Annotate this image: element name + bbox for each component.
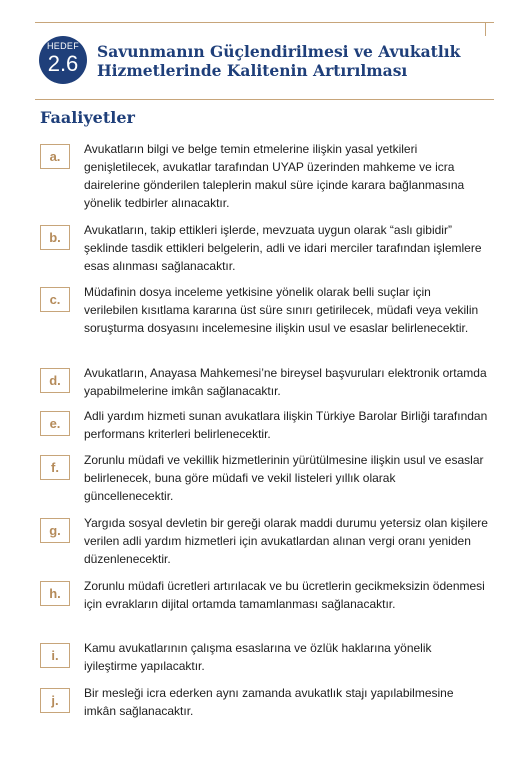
item-text: Zorunlu müdafi ücretleri artırılacak ve bu ücretlerin gecikmeksizin ödenmesi için evrakların dijital ortamda tamamlanması sağlanacaktır. xyxy=(84,579,485,611)
item-text: Kamu avukatlarının çalışma esaslarına ve özlük haklarına yönelik iyileştirme yapılacaktır. xyxy=(84,641,432,673)
item-text: Adli yardım hizmeti sunan avukatlara ilişkin Türkiye Barolar Birliği tarafından performans kriterleri belirlenecektir. xyxy=(84,409,488,441)
item-text: Yargıda sosyal devletin bir gereği olarak maddi durumu yetersiz olan kişilere verilen adli yardım hizmetleri için avukatlardan alınan vergi oranı yeniden düzenlenecektir. xyxy=(84,516,488,566)
item-letter: g. xyxy=(40,518,70,543)
item-letter: e. xyxy=(40,411,70,436)
top-rule xyxy=(35,22,494,23)
item-letter: h. xyxy=(40,581,70,606)
corner-tick xyxy=(485,22,486,36)
item-letter: i. xyxy=(40,643,70,668)
item-letter: f. xyxy=(40,455,70,480)
item-letter: j. xyxy=(40,688,70,713)
item-text: Müdafinin dosya inceleme yetkisine yönelik olarak belli suçlar için verilebilen kısıtlama kararına üst süre sınırı getirilecek, müdafi veya vekilin soruşturma dosyasını incelemesine ilişkin usul ve esaslar belirlenecektir. xyxy=(84,285,479,335)
item-text: Avukatların, Anayasa Mahkemesi’ne bireysel başvuruları elektronik ortamda yapabilmelerine imkân sağlanacaktır. xyxy=(84,366,487,398)
item-letter: b. xyxy=(40,225,70,250)
badge-number: 2.6 xyxy=(47,51,79,76)
item-letter: d. xyxy=(40,368,70,393)
item-letter: a. xyxy=(40,144,70,169)
item-text: Avukatların, takip ettikleri işlerde, mevzuata uygun olarak “aslı gibidir” şeklinde tasdik ettikleri belgelerin, adli ve idari merciler tarafından işlemlere esas alınması sağlanacaktır. xyxy=(84,223,482,273)
title-divider xyxy=(35,99,494,100)
item-text: Avukatların bilgi ve belge temin etmelerine ilişkin yasal yetkileri genişletilecek, avukatlar tarafından UYAP üzerinden mahkeme ve icra dairelerine gönderilen taleplerin makul süre içinde karara bağlanmasına yönelik tedbirler alınacaktır. xyxy=(84,142,465,210)
badge-label: HEDEF xyxy=(46,41,79,51)
item-text: Zorunlu müdafi ve vekillik hizmetlerinin yürütülmesine ilişkin usul ve esaslar belirlenecek, buna göre müdafi ve vekil listeleri yıllık olarak güncellenecektir. xyxy=(84,453,484,503)
page-title: Savunmanın Güçlendirilmesi ve Avukatlık Hizmetlerinde Kalitenin Artırılması xyxy=(97,42,461,80)
goal-badge xyxy=(39,36,87,84)
item-letter: c. xyxy=(40,287,70,312)
item-text: Bir mesleği icra ederken aynı zamanda avukatlık stajı yapılabilmesine imkân sağlanacaktır. xyxy=(84,686,454,718)
section-heading: Faaliyetler xyxy=(40,108,135,127)
